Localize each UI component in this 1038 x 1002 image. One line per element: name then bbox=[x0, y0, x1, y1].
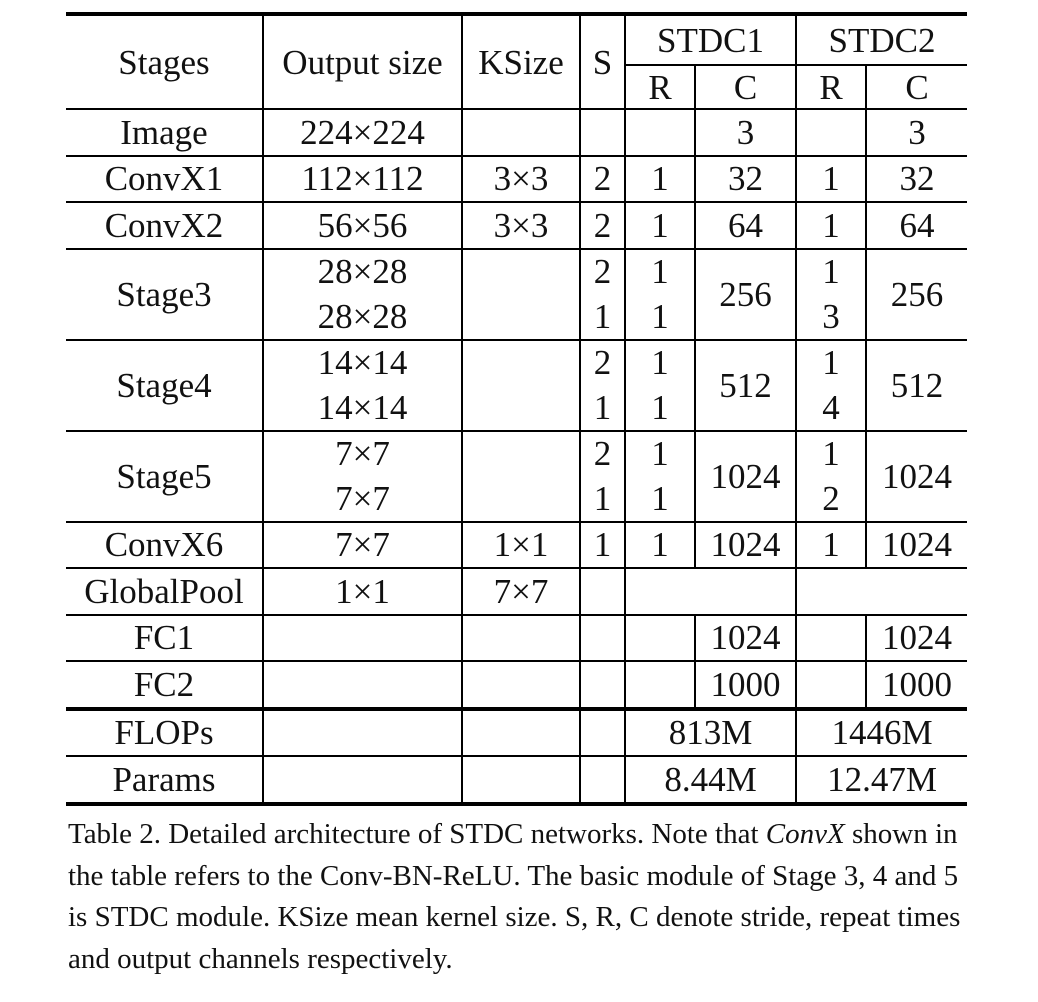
output-size-cell: 7×7 bbox=[263, 476, 462, 522]
stdc1-r-cell: 1 bbox=[625, 431, 695, 477]
stride-cell: 1 bbox=[580, 522, 625, 569]
header-stages: Stages bbox=[66, 14, 263, 109]
stdc2-r-cell: 2 bbox=[796, 476, 866, 522]
header-stdc2-r: R bbox=[796, 65, 866, 109]
stdc1-r-cell: 1 bbox=[625, 340, 695, 386]
stage-cell: GlobalPool bbox=[66, 568, 263, 615]
header-output-size: Output size bbox=[263, 14, 462, 109]
stdc1-r-cell bbox=[625, 615, 695, 662]
stride-cell bbox=[580, 709, 625, 757]
stdc2-c-cell: 1024 bbox=[866, 522, 967, 569]
stage-cell: Stage3 bbox=[66, 249, 263, 340]
ksize-cell bbox=[462, 709, 580, 757]
stdc1-flops-cell: 813M bbox=[625, 709, 796, 757]
caption-italic-term: ConvX bbox=[765, 818, 845, 850]
stdc2-r-cell: 1 bbox=[796, 340, 866, 386]
stdc1-c-cell: 1024 bbox=[695, 615, 796, 662]
stdc2-params-cell: 12.47M bbox=[827, 759, 937, 799]
ksize-cell bbox=[462, 109, 580, 156]
stdc1-cell bbox=[625, 568, 796, 615]
output-size-cell: 28×28 bbox=[263, 249, 462, 295]
stdc2-c-cell: 1024 bbox=[866, 615, 967, 662]
ksize-cell bbox=[462, 661, 580, 709]
stdc2-c-cell: 3 bbox=[866, 109, 967, 156]
stdc2-r-cell bbox=[796, 661, 866, 709]
output-size-cell: 7×7 bbox=[263, 431, 462, 477]
stdc1-c-cell: 1024 bbox=[695, 522, 796, 569]
stride-cell bbox=[580, 109, 625, 156]
stride-cell: 2 bbox=[580, 202, 625, 249]
output-size-cell: 56×56 bbox=[263, 202, 462, 249]
output-size-cell: 14×14 bbox=[263, 340, 462, 386]
table-row bbox=[66, 109, 967, 156]
stdc2-flops-cell: 1446M bbox=[796, 709, 967, 757]
table-row bbox=[66, 756, 967, 804]
table-row bbox=[66, 156, 967, 203]
stdc2-c-cell: 256 bbox=[866, 249, 967, 340]
stage-cell: Params bbox=[66, 756, 263, 804]
stdc1-c-cell: 256 bbox=[695, 249, 796, 340]
stdc2-c-cell: 1024 bbox=[866, 431, 967, 522]
table-row bbox=[66, 340, 967, 386]
table-row bbox=[66, 431, 967, 477]
ksize-cell bbox=[462, 431, 580, 522]
header-stdc2: STDC2 bbox=[796, 14, 967, 65]
stride-cell: 1 bbox=[580, 294, 625, 340]
header-stdc1-r: R bbox=[625, 65, 695, 109]
ksize-cell: 3×3 bbox=[462, 202, 580, 249]
output-size-cell: 14×14 bbox=[263, 385, 462, 431]
output-size-cell bbox=[263, 756, 462, 804]
stdc1-r-cell: 1 bbox=[625, 476, 695, 522]
table-row bbox=[66, 202, 967, 249]
stdc2-r-cell bbox=[796, 615, 866, 662]
stdc2-cell bbox=[796, 568, 967, 615]
stride-cell: 2 bbox=[580, 340, 625, 386]
stdc2-c-cell: 64 bbox=[866, 202, 967, 249]
stage-cell: Image bbox=[66, 109, 263, 156]
header-ksize: KSize bbox=[462, 14, 580, 109]
ksize-cell: 7×7 bbox=[462, 568, 580, 615]
stride-cell: 2 bbox=[580, 249, 625, 295]
output-size-cell: 224×224 bbox=[263, 109, 462, 156]
stride-cell: 1 bbox=[580, 476, 625, 522]
stdc1-r-cell: 1 bbox=[625, 156, 695, 203]
table-row bbox=[66, 615, 967, 662]
stdc1-c-cell: 3 bbox=[695, 109, 796, 156]
stdc2-c-cell: 32 bbox=[866, 156, 967, 203]
output-size-cell: 112×112 bbox=[263, 156, 462, 203]
output-size-cell bbox=[263, 709, 462, 757]
stdc1-r-cell: 1 bbox=[625, 202, 695, 249]
stdc1-c-cell: 32 bbox=[695, 156, 796, 203]
table-row bbox=[66, 709, 967, 757]
stdc2-r-cell: 4 bbox=[796, 385, 866, 431]
stdc1-c-cell: 512 bbox=[695, 340, 796, 431]
stdc1-c-cell: 1000 bbox=[695, 661, 796, 709]
stdc2-r-cell: 1 bbox=[796, 431, 866, 477]
stage-cell: FC1 bbox=[66, 615, 263, 662]
ksize-cell bbox=[462, 615, 580, 662]
stage-cell: ConvX6 bbox=[66, 522, 263, 569]
stride-cell: 2 bbox=[580, 156, 625, 203]
caption-text-rest: shown in the table refers to the Conv-BN-ReLU. The basic module of Stage 3, 4 and 5 is STDC module. KSize mean kernel size. S, R, C denote stride, repeat times and output channels respectively. bbox=[68, 818, 961, 975]
stdc2-r-cell: 1 bbox=[796, 249, 866, 295]
table-caption bbox=[68, 814, 968, 980]
stdc1-r-cell: 1 bbox=[625, 294, 695, 340]
ksize-cell: 1×1 bbox=[462, 522, 580, 569]
ksize-cell bbox=[462, 756, 580, 804]
ksize-cell bbox=[462, 249, 580, 340]
caption-text: Table 2. Detailed architecture of STDC networks. Note that bbox=[68, 818, 766, 850]
stdc1-params-cell: 8.44M bbox=[625, 756, 796, 804]
header-stdc1-c: C bbox=[695, 65, 796, 109]
stdc2-c-cell: 512 bbox=[866, 340, 967, 431]
stdc1-r-cell: 1 bbox=[625, 522, 695, 569]
output-size-cell: 28×28 bbox=[263, 294, 462, 340]
stdc1-c-cell: 64 bbox=[695, 202, 796, 249]
stride-cell bbox=[580, 661, 625, 709]
architecture-table bbox=[66, 12, 967, 806]
stage-cell: Stage5 bbox=[66, 431, 263, 522]
output-size-cell bbox=[263, 661, 462, 709]
stdc2-r-cell bbox=[796, 109, 866, 156]
stdc1-c-cell: 1024 bbox=[695, 431, 796, 522]
stage-cell: ConvX2 bbox=[66, 202, 263, 249]
stdc2-r-cell: 1 bbox=[796, 522, 866, 569]
table-row bbox=[66, 568, 967, 615]
stdc2-r-cell: 1 bbox=[796, 202, 866, 249]
table-row bbox=[66, 522, 967, 569]
stage-cell: FLOPs bbox=[66, 709, 263, 757]
output-size-cell bbox=[263, 615, 462, 662]
stage-cell: FC2 bbox=[66, 661, 263, 709]
header-stride: S bbox=[580, 14, 625, 109]
stride-cell: 2 bbox=[580, 431, 625, 477]
header-row-top bbox=[66, 14, 967, 65]
header-stdc2-c: C bbox=[866, 65, 967, 109]
stdc2-r-cell: 1 bbox=[796, 156, 866, 203]
stdc2-c-cell: 1000 bbox=[866, 661, 967, 709]
stdc1-r-cell bbox=[625, 661, 695, 709]
ksize-cell bbox=[462, 340, 580, 431]
table-row bbox=[66, 661, 967, 709]
output-size-cell: 7×7 bbox=[263, 522, 462, 569]
stride-cell bbox=[580, 615, 625, 662]
output-size-cell: 1×1 bbox=[263, 568, 462, 615]
stdc2-r-cell: 3 bbox=[796, 294, 866, 340]
stride-cell: 1 bbox=[580, 385, 625, 431]
header-stdc1: STDC1 bbox=[625, 14, 796, 65]
stage-cell: Stage4 bbox=[66, 340, 263, 431]
stage-cell: ConvX1 bbox=[66, 156, 263, 203]
ksize-cell: 3×3 bbox=[462, 156, 580, 203]
stdc1-r-cell bbox=[625, 109, 695, 156]
stride-cell bbox=[580, 756, 625, 804]
table-row bbox=[66, 249, 967, 295]
stdc1-r-cell: 1 bbox=[625, 385, 695, 431]
stdc1-r-cell: 1 bbox=[625, 249, 695, 295]
stride-cell bbox=[580, 568, 625, 615]
